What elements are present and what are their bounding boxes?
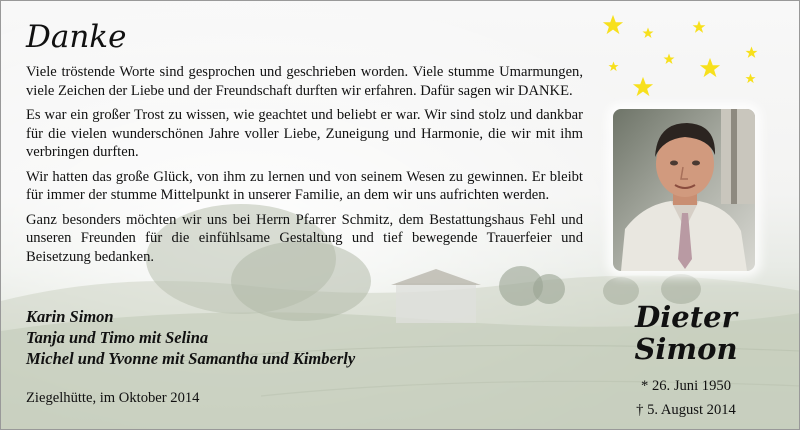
deceased-last-name: Simon — [634, 332, 738, 366]
place-date: Ziegelhütte, im Oktober 2014 — [26, 390, 200, 406]
signatory: Michel und Yvonne mit Samantha und Kimberly — [26, 349, 356, 368]
star-icon — [745, 46, 758, 59]
signatories — [26, 306, 355, 369]
paragraph: Es war ein großer Trost zu wissen, wie geachtet und beliebt er war. Wir sind stolz und dankbar für die vielen wunderschönen Jahre voller Liebe, Zuneigung und Harmonie, die wir mit ihm verbringen durften. — [26, 107, 583, 160]
thank-you-text — [26, 63, 583, 272]
paragraph: Wir hatten das große Glück, von ihm zu lernen und von seinem Wesen zu gewinnen. Er bleibt für immer der stumme Mittelpunkt in unserer Familie, an dem wir uns aufrichten werden. — [26, 168, 583, 203]
page-title: Danke — [26, 19, 127, 55]
birth-date: * 26. Juni 1950 — [641, 378, 731, 394]
star-icon — [699, 57, 721, 79]
signatory: Karin Simon — [26, 307, 114, 326]
star-icon — [745, 73, 756, 84]
star-icon — [608, 61, 619, 72]
life-dates — [601, 374, 771, 422]
deceased-name — [601, 301, 771, 365]
star-icon — [663, 53, 675, 65]
star-icon — [692, 20, 706, 34]
paragraph: Ganz besonders möchten wir uns bei Herrn Pfarrer Schmitz, dem Bestattungshaus Fehl und unseren Freunden für die einfühlsame Gestaltung und tief bewegende Trauerfeier und Beisetzung bedanken. — [26, 211, 583, 265]
signatory: Tanja und Timo mit Selina — [26, 328, 209, 347]
star-icon — [602, 14, 624, 36]
star-icon — [642, 27, 654, 39]
death-date: † 5. August 2014 — [636, 402, 736, 418]
deceased-first-name: Dieter — [635, 300, 737, 334]
paragraph: Viele tröstende Worte sind gesprochen und geschrieben worden. Viele stumme Umarmungen, viele Zeichen der Liebe und der Freundschaft durften wir erfahren. Dafür sagen wir DANKE. — [26, 64, 583, 99]
star-icon — [632, 76, 654, 98]
portrait-photo — [613, 109, 755, 271]
